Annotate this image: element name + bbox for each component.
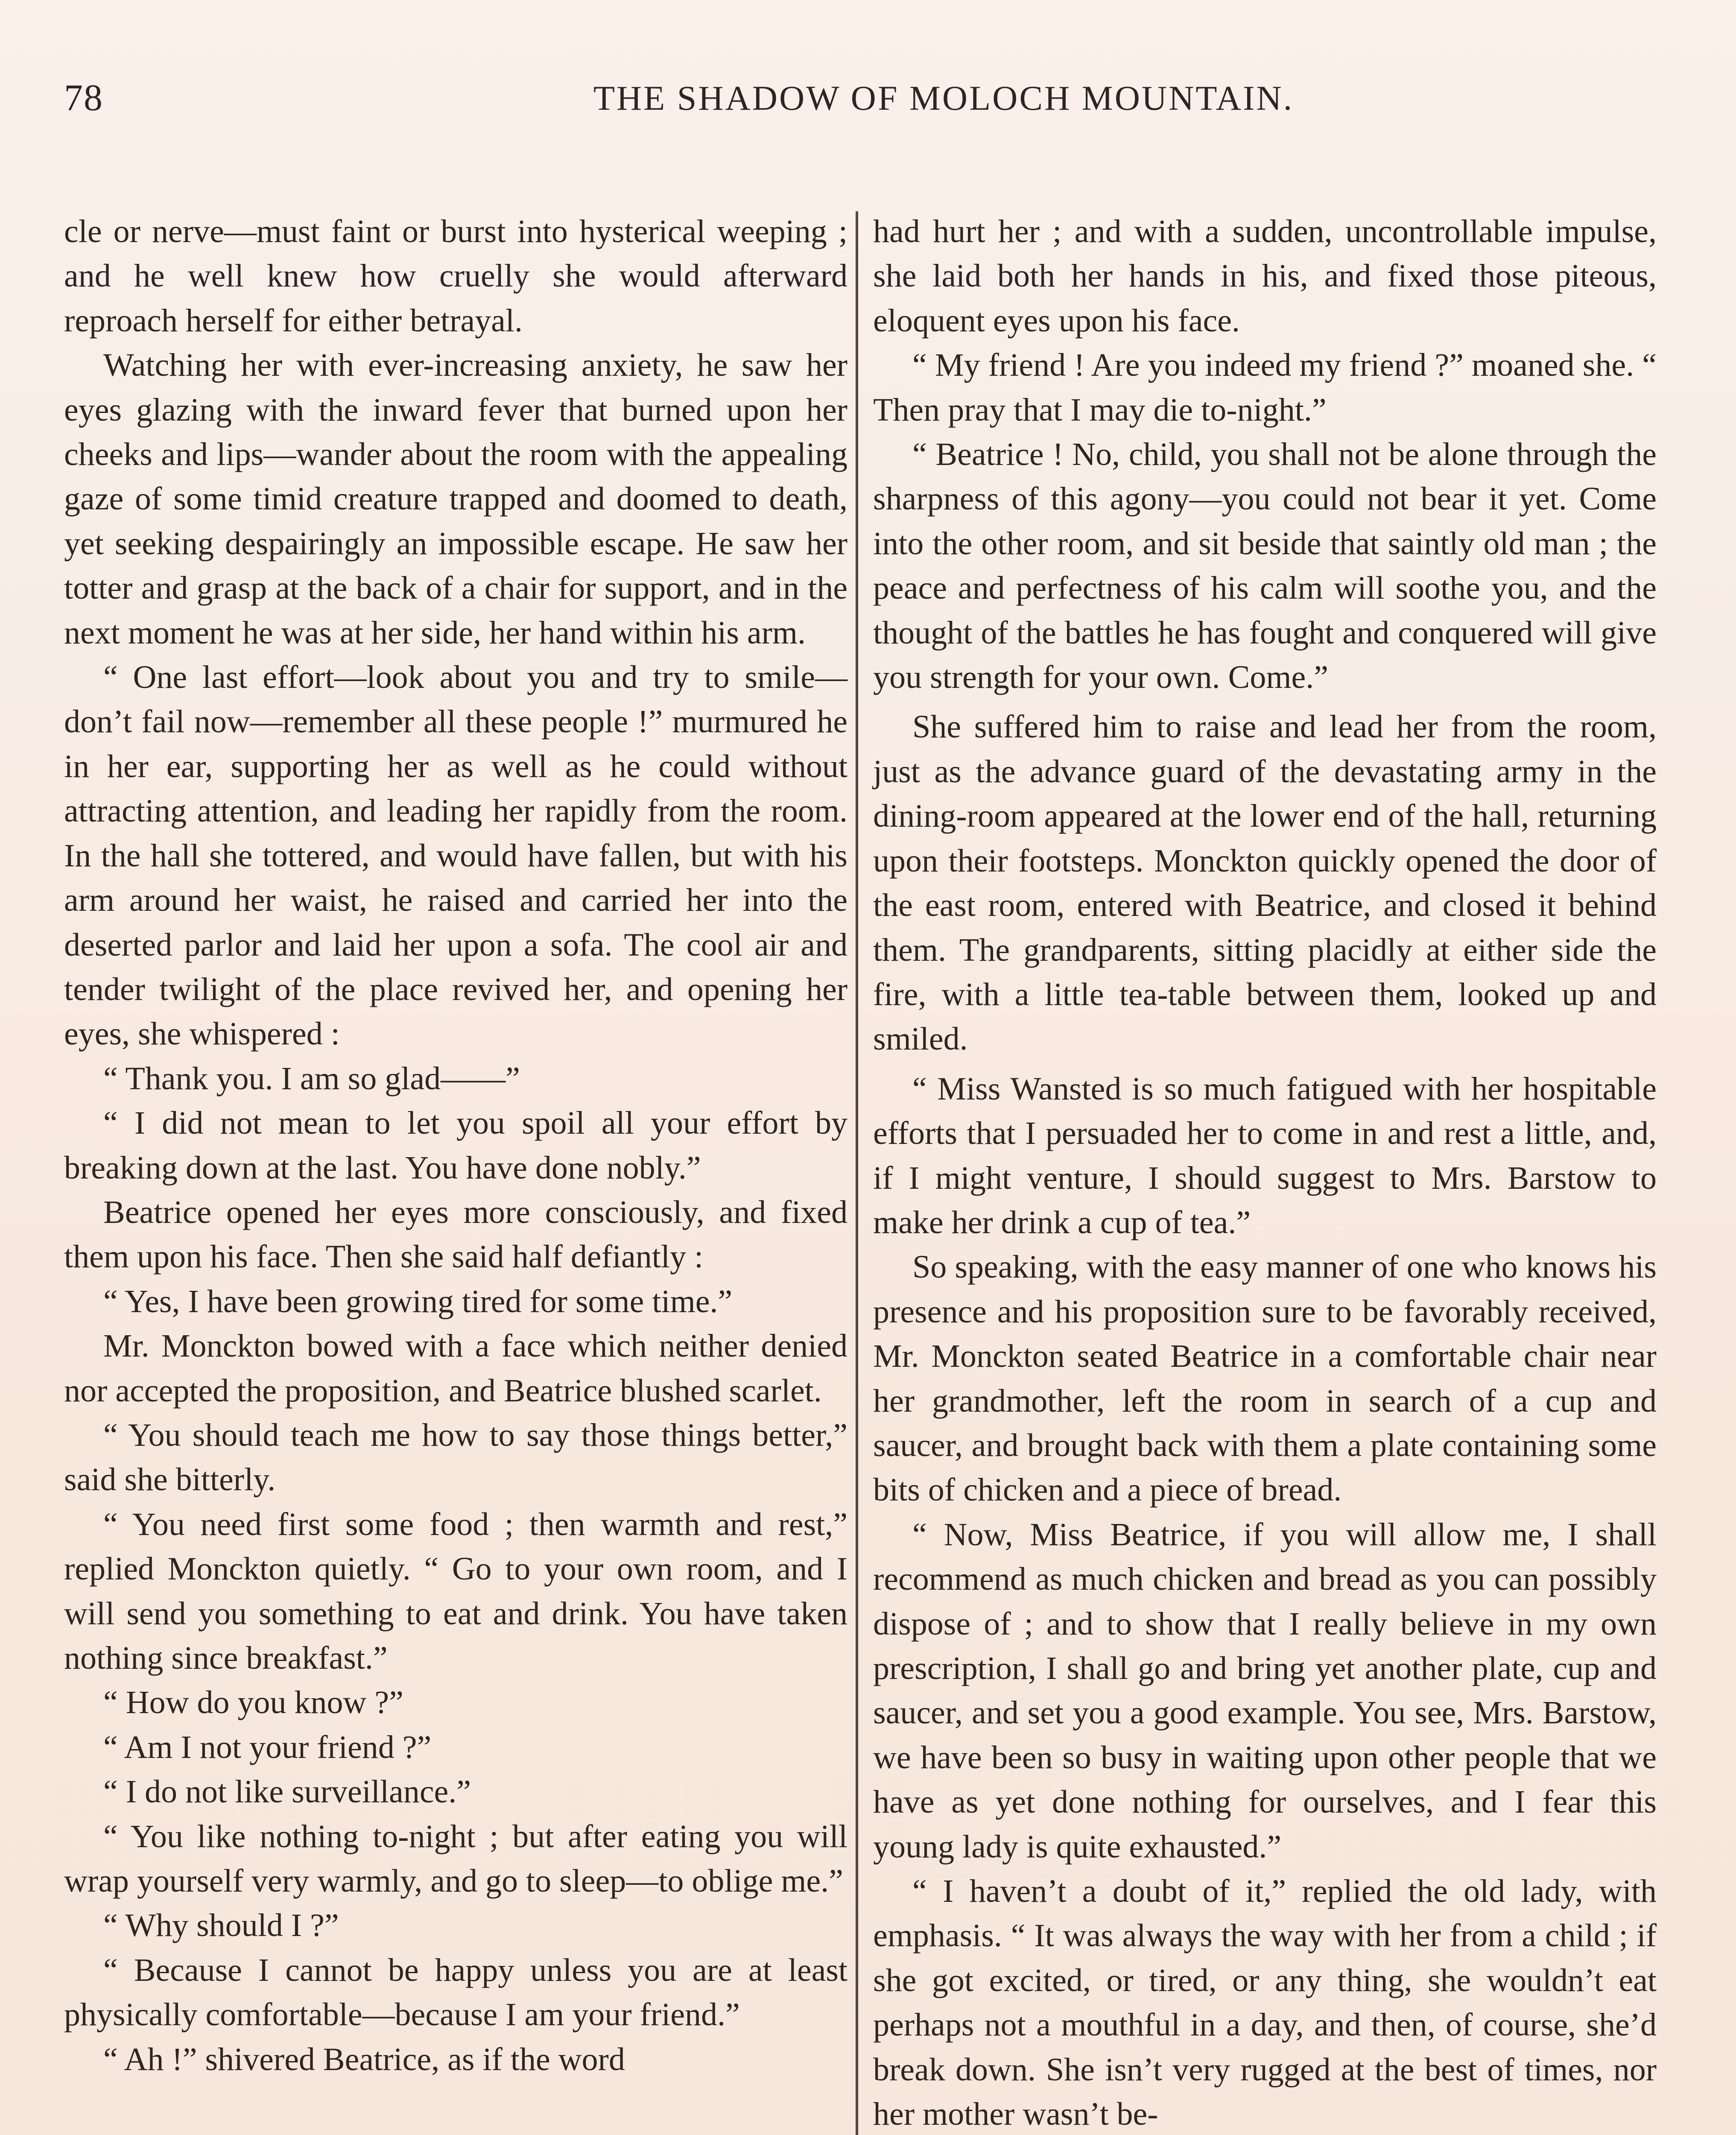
paragraph: cle or nerve—must faint or burst into hysterical weeping ; and he well knew how cruelly she would afterward reproach herself for either betrayal. bbox=[64, 214, 848, 339]
running-title: THE SHADOW OF MOLOCH MOUNTAIN. bbox=[593, 79, 1294, 117]
paragraph: “ My friend ! Are you indeed my friend ?” moaned she. “ Then pray that I may die to-night.” bbox=[873, 347, 1657, 428]
paragraph: “ How do you know ?” bbox=[103, 1685, 403, 1721]
paragraph: “ I did not mean to let you spoil all your effort by breaking down at the last. You have done nobly.” bbox=[64, 1105, 848, 1186]
paragraph: “ Now, Miss Beatrice, if you will allow me, I shall recommend as much chicken and bread as you can possibly dispose of ; and to show that I really believe in my own prescription, I shall go and bring yet another plate, cup and saucer, and set you a good example. You see, Mrs. Barstow, we have been so busy in waiting upon other people that we have as yet done nothing for ourselves, and I fear this young lady is quite exhausted.” bbox=[873, 1516, 1657, 1865]
paragraph: “ Why should I ?” bbox=[103, 1907, 339, 1944]
paragraph: “ Miss Wansted is so much fatigued with her hospitable efforts that I persuaded her to come in and rest a little, and, if I might venture, I should suggest to Mrs. Barstow to make her drink a cup of tea.” bbox=[873, 1070, 1657, 1240]
paragraph: “ Yes, I have been growing tired for some time.” bbox=[103, 1283, 733, 1319]
paragraph: “ I haven’t a doubt of it,” replied the old lady, with emphasis. “ It was always the way with her from a child ; if she got excited, or tired, or any thing, she wouldn’t eat perhaps not a mouthful in a day, and then, of course, she’d break down. She isn’t very rugged at the best of times, nor her mother wasn’t be- bbox=[873, 1873, 1657, 2132]
page-header bbox=[64, 75, 1686, 122]
paragraph: “ Am I not your friend ?” bbox=[103, 1729, 432, 1765]
paragraph: “ Because I cannot be happy unless you are at least physically comfortable—because I am your friend.” bbox=[64, 1952, 848, 2033]
paragraph: Beatrice opened her eyes more consciously, and fixed them upon his face. Then she said half defiantly : bbox=[64, 1194, 848, 1275]
paragraph: “ You should teach me how to say those things better,” said she bitterly. bbox=[64, 1417, 848, 1498]
paragraph: “ Thank you. I am so glad——” bbox=[103, 1060, 520, 1097]
paragraph: “ Ah !” shivered Beatrice, as if the word bbox=[103, 2041, 625, 2077]
paragraph: Mr. Monckton bowed with a face which neither denied nor accepted the proposition, and Beatrice blushed scarlet. bbox=[64, 1328, 848, 1409]
right-column bbox=[873, 209, 1657, 2135]
paragraph: “ You need first some food ; then warmth and rest,” replied Monckton quietly. “ Go to your own room, and I will send you something to eat and drink. You have taken nothing since breakfast.” bbox=[64, 1506, 848, 1676]
paragraph: “ I do not like surveillance.” bbox=[103, 1774, 471, 1810]
paragraph: So speaking, with the easy manner of one who knows his presence and his proposition sure to be favorably received, Mr. Monckton seated Beatrice in a comfortable chair near her grandmother, left the room in search of a cup and saucer, and brought back with them a plate containing some bits of chicken and a piece of bread. bbox=[873, 1249, 1657, 1508]
column-divider bbox=[856, 211, 858, 2135]
paragraph: “ One last effort—look about you and try to smile—don’t fail now—remember all these people !” murmured he in her ear, supporting her as well as he could without attracting attention, and leading her rapidly from the room. In the hall she tottered, and would have fallen, but with his arm around her waist, he raised and carried her into the deserted parlor and laid her upon a sofa. The cool air and tender twilight of the place revived her, and opening her eyes, she whispered : bbox=[64, 659, 848, 1052]
paragraph: She suffered him to raise and lead her from the room, just as the advance guard of the devastating army in the dining-room appeared at the lower end of the hall, returning upon their footsteps. Monckton quickly opened the door of the east room, entered with Beatrice, and closed it behind them. The grandparents, sitting placidly at either side the fire, with a little tea-table between them, looked up and smiled. bbox=[873, 709, 1657, 1057]
left-column bbox=[64, 209, 848, 2082]
paragraph: “ Beatrice ! No, child, you shall not be alone through the sharpness of this agony—you could not bear it yet. Come into the other room, and sit beside that saintly old man ; the peace and perfectness of his calm will soothe you, and the thought of the battles he has fought and conquered will give you strength for your own. Come.” bbox=[873, 436, 1657, 696]
paragraph: “ You like nothing to-night ; but after eating you will wrap yourself very warmly, and go to sleep—to oblige me.” bbox=[64, 1818, 848, 1899]
paragraph: Watching her with ever-increasing anxiety, he saw her eyes glazing with the inward fever that burned upon her cheeks and lips—wander about the room with the appealing gaze of some timid creature trapped and doomed to death, yet seeking despairingly an impossible escape. He saw her totter and grasp at the back of a chair for support, and in the next moment he was at her side, her hand within his arm. bbox=[64, 347, 848, 651]
paragraph: had hurt her ; and with a sudden, uncontrollable impulse, she laid both her hands in his, and fixed those piteous, eloquent eyes upon his face. bbox=[873, 214, 1657, 339]
page-number: 78 bbox=[64, 77, 103, 119]
